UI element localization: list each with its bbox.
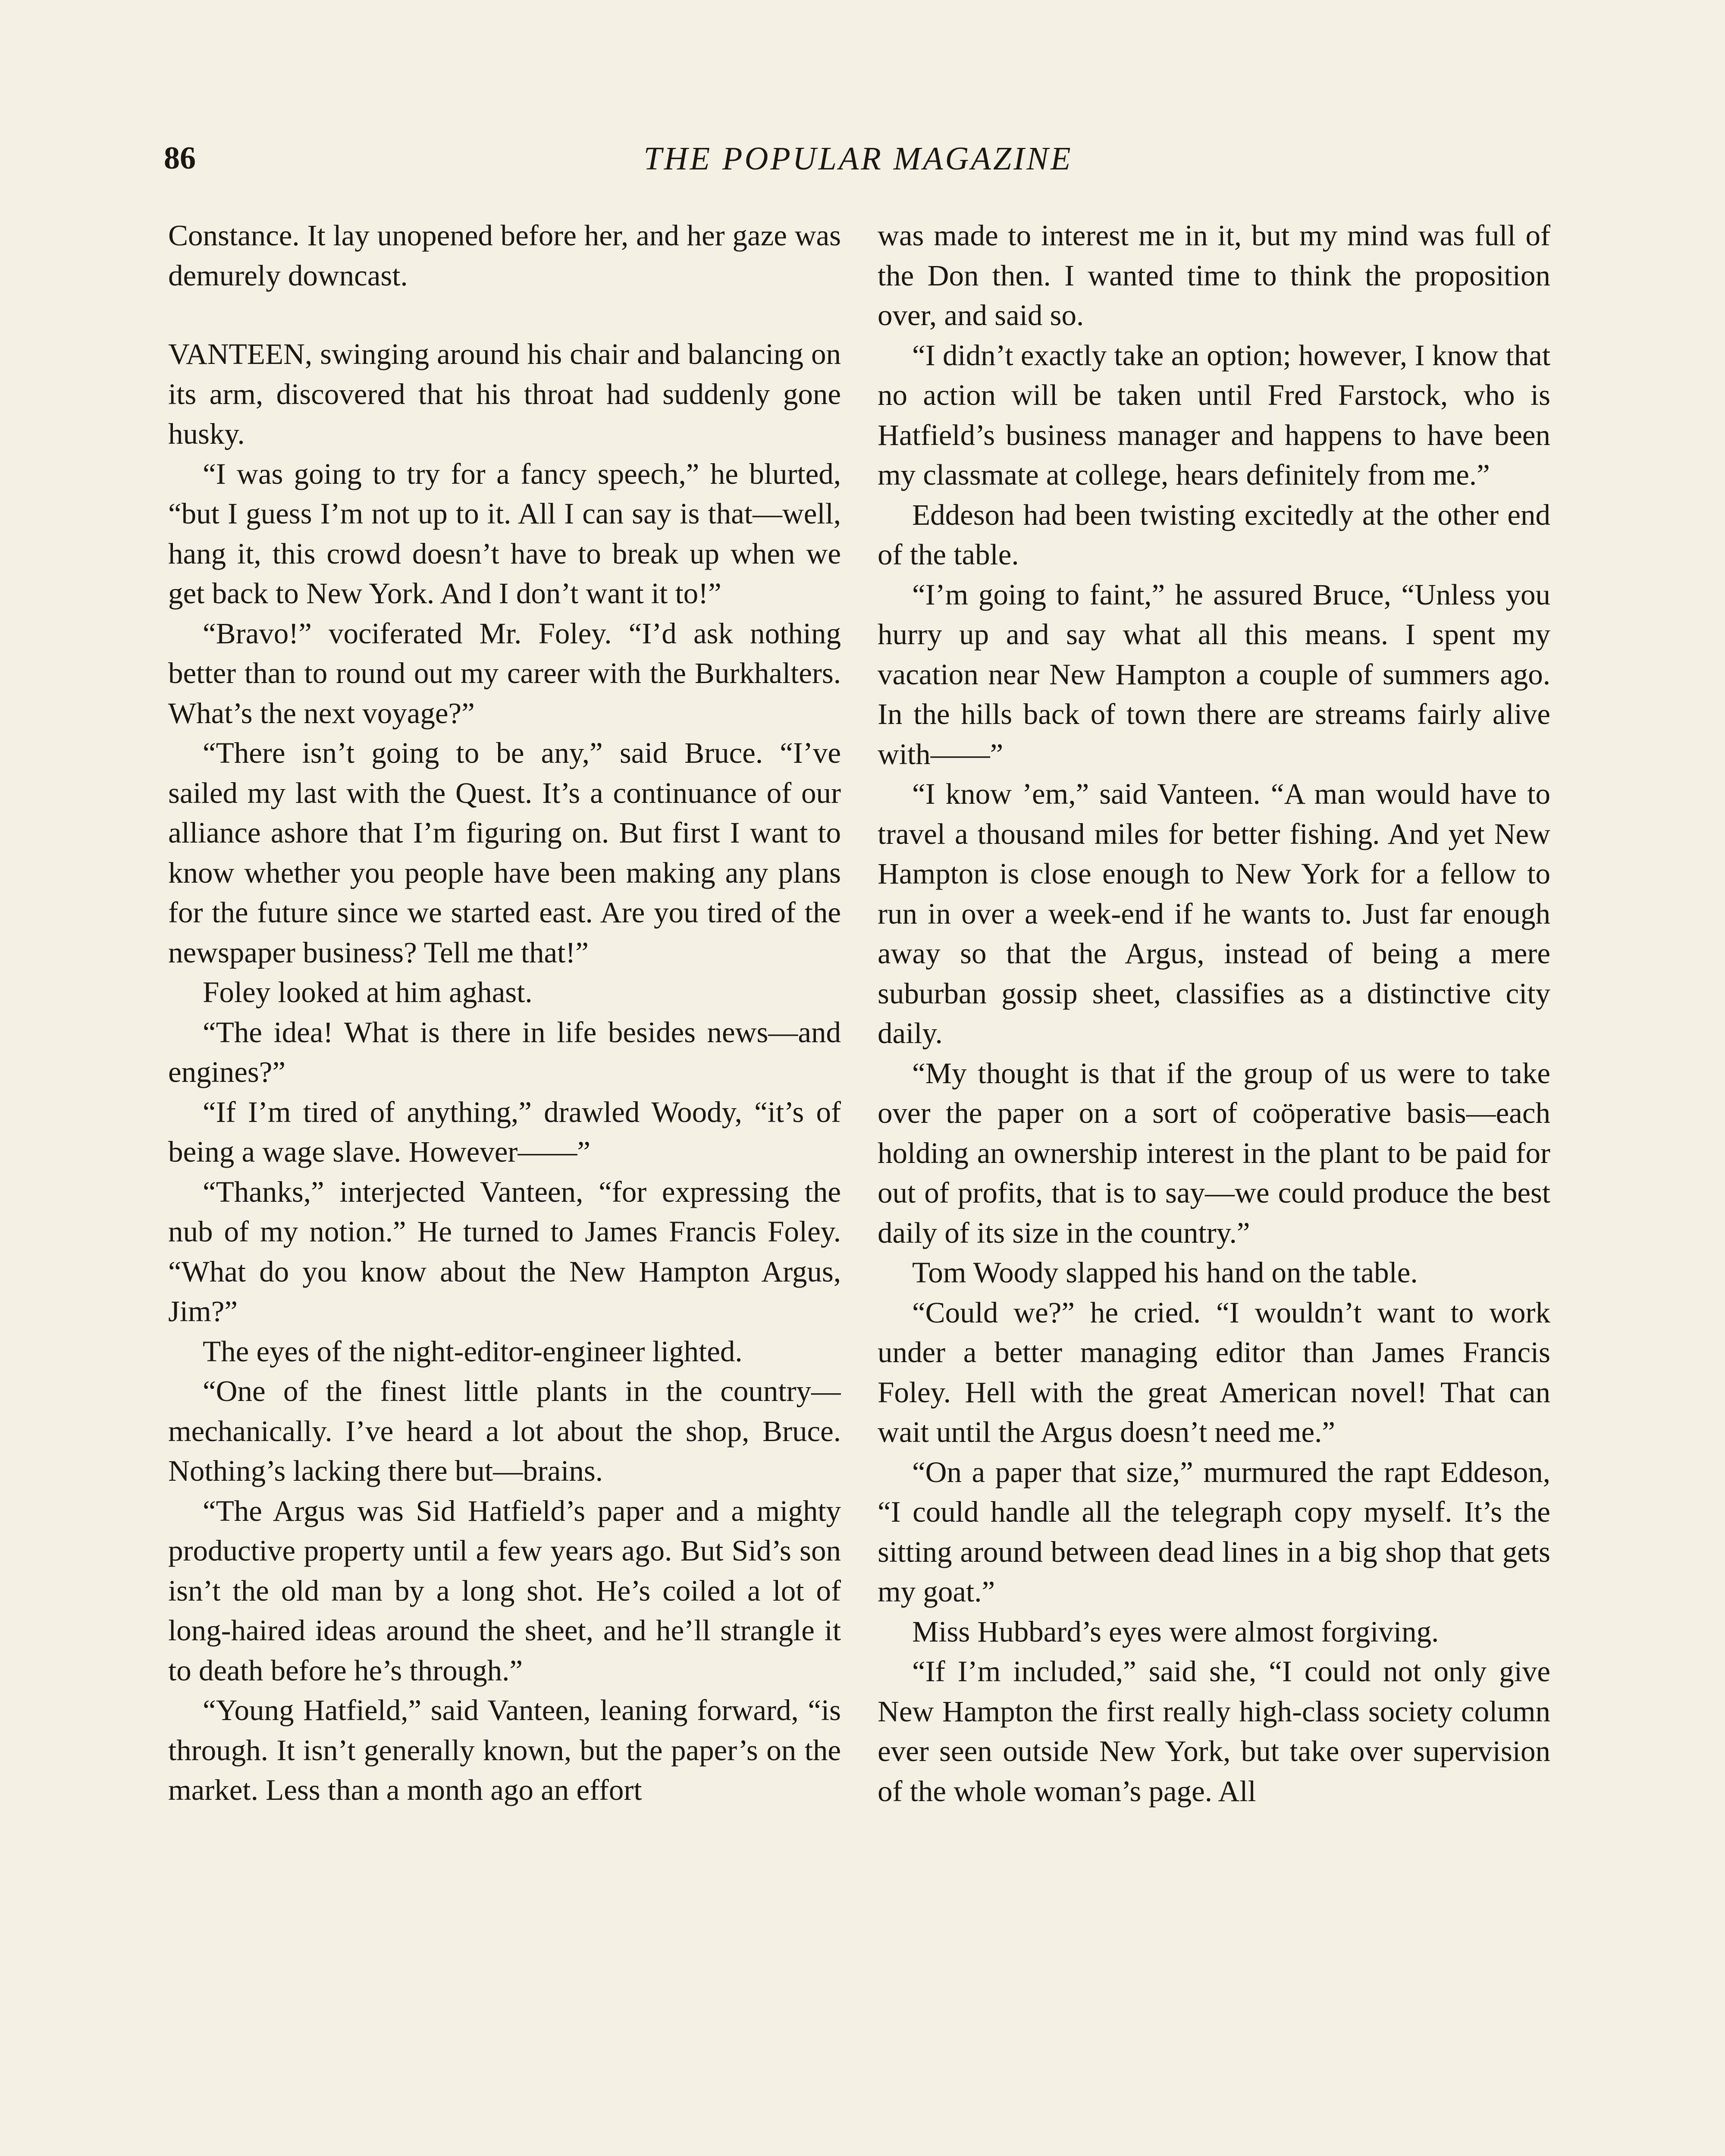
right-column bbox=[878, 216, 1550, 2156]
page-number: 86 bbox=[164, 141, 196, 176]
paragraph: Tom Woody slapped his hand on the table. bbox=[912, 1256, 1418, 1289]
paragraph: “I was going to try for a fancy speech,” he blurted, “but I guess I’m not up to it. All I can say is that—well, hang it, this crowd doesn’t have to break up when we get back to New York. And I don’t want it to!” bbox=[168, 457, 841, 610]
paragraph: “If I’m included,” said she, “I could not only give New Hampton the first really high-class society column ever seen outside New York, but take over supervision of the whole woman’s page. All bbox=[878, 1655, 1550, 1808]
paragraph: “The Argus was Sid Hatfield’s paper and a mighty productive property until a few years ago. But Sid’s son isn’t the old man by a long shot. He’s coiled a lot of long-haired ideas around the sheet, and he’ll strangle it to death before he’s through.” bbox=[168, 1494, 841, 1687]
paragraph: “Young Hatfield,” said Vanteen, leaning forward, “is through. It isn’t generally known, but the paper’s on the market. Less than a month ago an effort bbox=[168, 1694, 841, 1806]
paragraph: “On a paper that size,” murmured the rapt Eddeson, “I could handle all the telegraph copy myself. It’s the sitting around between dead lines in a big shop that gets my goat.” bbox=[878, 1455, 1550, 1608]
paragraph: was made to interest me in it, but my mind was full of the Don then. I wanted time to think the proposition over, and said so. bbox=[878, 219, 1550, 332]
paragraph: “I didn’t exactly take an option; however, I know that no action will be taken until Fred Farstock, who is Hatfield’s business manager and happens to have been my classmate at college, hears definitely from me.” bbox=[878, 338, 1550, 491]
paragraph: “The idea! What is there in life besides news—and engines?” bbox=[168, 1015, 841, 1088]
paragraph: “Could we?” he cried. “I wouldn’t want to work under a better managing editor than James Francis Foley. Hell with the great American novel! That can wait until the Argus doesn’t need me.” bbox=[878, 1296, 1550, 1448]
paragraph: “I know ’em,” said Vanteen. “A man would have to travel a thousand miles for better fishing. And yet New Hampton is close enough to New York for a fellow to run in over a week-end if he wants to. Just far enough away so that the Argus, instead of being a mere suburban gossip sheet, classifies as a distinctive city daily. bbox=[878, 777, 1550, 1050]
paragraph: “Thanks,” interjected Vanteen, “for expressing the nub of my notion.” He turned to James Francis Foley. “What do you know about the New Hampton Argus, Jim?” bbox=[168, 1175, 841, 1328]
left-column bbox=[168, 216, 841, 2156]
page-header bbox=[164, 140, 1552, 179]
paragraph: “I’m going to faint,” he assured Bruce, “Unless you hurry up and say what all this means. I spent my vacation near New Hampton a couple of summers ago. In the hills back of town there are streams fairly alive with——” bbox=[878, 578, 1550, 771]
paragraph: “My thought is that if the group of us were to take over the paper on a sort of coöperative basis—each holding an ownership interest in the plant to be paid for out of profits, that is to say—we could produce the best daily of its size in the country.” bbox=[878, 1056, 1550, 1249]
running-head: THE POPULAR MAGAZINE bbox=[643, 141, 1073, 177]
paragraph: Constance. It lay unopened before her, and her gaze was demurely downcast. bbox=[168, 219, 841, 292]
paragraph: Foley looked at him aghast. bbox=[203, 976, 533, 1009]
paragraph: “One of the finest little plants in the country—mechanically. I’ve heard a lot about the shop, Bruce. Nothing’s lacking there but—brains. bbox=[168, 1375, 841, 1487]
paragraph: “If I’m tired of anything,” drawled Woody, “it’s of being a wage slave. However——” bbox=[168, 1095, 841, 1168]
paragraph: Miss Hubbard’s eyes were almost forgiving. bbox=[912, 1615, 1439, 1648]
paragraph: “Bravo!” vociferated Mr. Foley. “I’d ask nothing better than to round out my career with the Burkhalters. What’s the next voyage?” bbox=[168, 617, 841, 730]
paragraph: “There isn’t going to be any,” said Bruce. “I’ve sailed my last with the Quest. It’s a continuance of our alliance ashore that I’m figuring on. But first I want to know whether you people have been making any plans for the future since we started east. Are you tired of the newspaper business? Tell me that!” bbox=[168, 736, 841, 969]
paragraph: The eyes of the night-editor-engineer lighted. bbox=[203, 1335, 743, 1368]
paragraph: Eddeson had been twisting excitedly at the other end of the table. bbox=[878, 498, 1550, 571]
paragraph-dropcap: VANTEEN, swinging around his chair and balancing on its arm, discovered that his throat had suddenly gone husky. bbox=[168, 338, 841, 450]
